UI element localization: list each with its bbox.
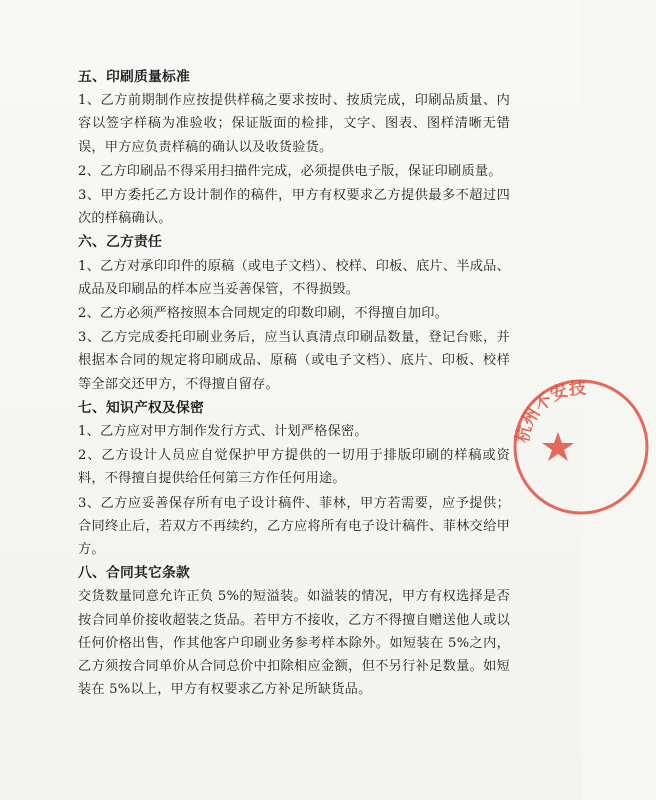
- section-title: 七、知识产权及保密: [78, 399, 204, 416]
- section-other-terms: [78, 562, 510, 701]
- section-quality-standards: [78, 66, 510, 230]
- section-title: 五、印刷质量标准: [78, 69, 190, 85]
- clause-paragraph: 2、乙方必须严格按照本合同规定的印数印刷，不得擅自加印。: [78, 306, 449, 322]
- clause-paragraph: 1、乙方应对甲方制作发行方式、计划严格保密。: [78, 424, 368, 440]
- clause-paragraph: 2、乙方设计人员应自觉保护甲方提供的一切用于排版印刷的样稿或资料，不得擅自提供给任何第三方作任何用途。: [78, 448, 510, 487]
- clause-paragraph: 1、乙方前期制作应按提供样稿之要求按时、按质完成，印刷品质量、内容以签字样稿为准验收；保证版面的检排，文字、图表、图样清晰无错误，甲方应负责样稿的确认以及收货验货。: [78, 93, 510, 155]
- svg-text:杭州不安技: 杭州不安技: [512, 378, 587, 445]
- clause-paragraph: 3、乙方应妥善保存所有电子设计稿件、菲林，甲方若需要，应予提供；合同终止后，若双方不再续约，乙方应将所有电子设计稿件、菲林交给甲方。: [78, 495, 510, 558]
- clause-paragraph: 1、乙方对承印印件的原稿（或电子文档）、校样、印板、底片、半成品、成品及印刷品的样本应当妥善保管，不得损毁。: [78, 258, 510, 297]
- section-title: 八、合同其它条款: [78, 565, 190, 582]
- section-ip-confidentiality: [78, 397, 510, 561]
- contract-body: [78, 66, 510, 702]
- clause-paragraph: 2、乙方印刷品不得采用扫描件完成，必须提供电子版，保证印刷质量。: [78, 163, 502, 179]
- company-seal-stamp: [506, 372, 656, 522]
- section-party-b-responsibilities: [78, 231, 510, 395]
- clause-paragraph: 3、乙方完成委托印刷业务后，应当认真清点印刷品数量，登记台账，并根据本合同的规定将印刷成品、原稿（或电子文档）、底片、印板、校样等全部交还甲方，不得擅自留存。: [78, 330, 510, 392]
- clause-paragraph: 交货数量同意允许正负 5%的短溢装。如溢装的情况，甲方有权选择是否按合同单价接收超装之货品。若甲方不接收，乙方不得擅自赠送他人或以任何价格出售，作其他客户印刷业务参考样本除外。如短装在 5%之内，乙方须按合同单价从合同总价中扣除相应金额，但不另行补足数量。如短装在 5%以上，甲方有权要求乙方补足所缺货品。: [78, 589, 510, 698]
- section-title: 六、乙方责任: [78, 234, 162, 251]
- clause-paragraph: 3、甲方委托乙方设计制作的稿件，甲方有权要求乙方提供最多不超过四次的样稿确认。: [78, 188, 510, 227]
